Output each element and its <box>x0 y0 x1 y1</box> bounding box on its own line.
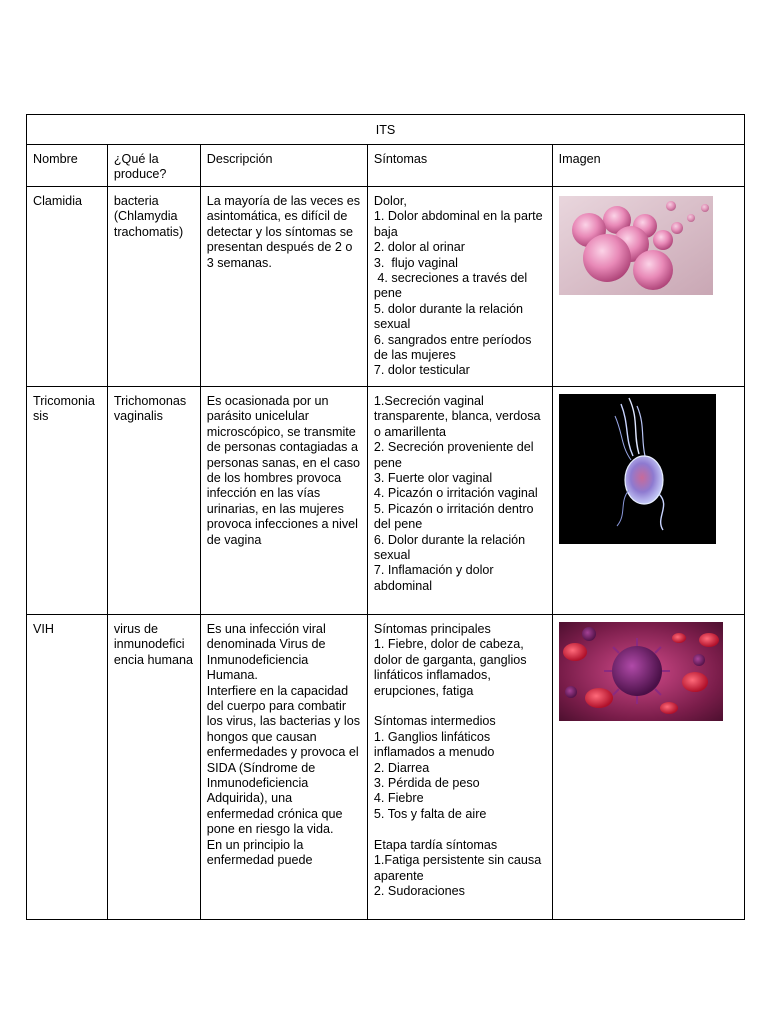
symptom-line: 5. Picazón o irritación dentro del pene <box>373 501 538 532</box>
header-imagen: Imagen <box>552 145 744 187</box>
symptom-line: Dolor, <box>373 194 407 208</box>
symptom-line: Etapa tardía síntomas <box>373 837 498 852</box>
header-descripcion: Descripción <box>200 145 367 187</box>
cell-produce: Trichomonas vaginalis <box>107 387 200 615</box>
cell-descripcion: Es una infección viral denominada Virus de Inmunodeficiencia Humana. Interfiere en la capacidad del cuerpo para combatir los virus, las bacterias y los hongos que causan enfermedades y provoca el SIDA (Síndrome de Inmunodeficiencia Adquirida), una enfermedad crónica que pone en riesgo la vida. En un principio la enfermedad puede <box>200 615 367 920</box>
symptom-line: 2. Diarrea <box>373 760 430 775</box>
symptom-line: 1. Fiebre, dolor de cabeza, dolor de garganta, ganglios linfáticos inflamados, erupciones, fatiga <box>373 637 531 698</box>
symptom-line: 2. Secreción proveniente del pene <box>373 440 538 470</box>
cell-imagen <box>552 387 744 615</box>
symptom-line: 6. sangrados entre períodos de las mujeres <box>373 332 535 363</box>
symptom-line: 7. Inflamación y dolor abdominal <box>373 563 498 593</box>
symptom-line: 1. Dolor abdominal en la parte baja <box>373 209 547 239</box>
symptom-line: 3. flujo vaginal <box>373 255 458 270</box>
table-row <box>27 615 745 920</box>
cell-sintomas <box>367 615 552 920</box>
cell-nombre: Tricomonia sis <box>27 387 108 615</box>
symptom-line <box>374 699 546 714</box>
symptom-line: 6. Dolor durante la relación sexual <box>373 532 529 563</box>
table-row <box>27 387 745 615</box>
cell-imagen <box>552 615 744 920</box>
symptom-line: 4. Fiebre <box>373 791 424 806</box>
hiv-virus-image <box>559 622 723 721</box>
symptom-line: 5. Tos y falta de aire <box>373 806 487 821</box>
symptom-line: 1.Secreción vaginal transparente, blanca, verdosa o amarillenta <box>373 394 545 439</box>
header-sintomas: Síntomas <box>367 145 552 187</box>
table-title: ITS <box>27 115 745 145</box>
symptom-line: 5. dolor durante la relación sexual <box>373 301 527 332</box>
symptom-line: 7. dolor testicular <box>373 363 470 378</box>
cell-produce: bacteria (Chlamydia trachomatis) <box>107 187 200 387</box>
trichomonas-parasite-image <box>559 394 716 544</box>
symptom-line: Síntomas principales <box>373 622 491 636</box>
header-row <box>27 145 745 187</box>
symptom-line: 3. Pérdida de peso <box>373 776 480 791</box>
symptom-line: Síntomas intermedios <box>373 714 496 729</box>
symptom-line: 2. dolor al orinar <box>373 240 465 255</box>
header-produce: ¿Qué la produce? <box>107 145 200 187</box>
cell-nombre: Clamidia <box>27 187 108 387</box>
chlamydia-bacteria-image <box>559 196 713 295</box>
cell-descripcion: La mayoría de las veces es asintomática, es difícil de detectar y los síntomas se presentan después de 2 o 3 semanas. <box>200 187 367 387</box>
symptom-line <box>374 822 546 837</box>
symptom-line: 2. Sudoraciones <box>373 883 465 898</box>
symptom-line: 1.Fatiga persistente sin causa aparente <box>373 853 545 883</box>
symptom-line: 1. Ganglios linfáticos inflamados a menudo <box>373 729 495 760</box>
cell-sintomas <box>367 387 552 615</box>
header-nombre: Nombre <box>27 145 108 187</box>
cell-nombre: VIH <box>27 615 108 920</box>
cell-sintomas <box>367 187 552 387</box>
cell-descripcion: Es ocasionada por un parásito unicelular microscópico, se transmite de personas contagiadas a personas sanas, en el caso de los hombres provoca infección en las vías urinarias, en las mujeres provoca infecciones a nivel de vagina <box>200 387 367 615</box>
symptom-line: 4. Picazón o irritación vaginal <box>373 486 538 501</box>
its-table <box>26 114 745 920</box>
cell-imagen <box>552 187 744 387</box>
cell-produce: virus de inmunodefici encia humana <box>107 615 200 920</box>
table-row <box>27 187 745 387</box>
symptom-line: 3. Fuerte olor vaginal <box>373 471 493 486</box>
symptom-line: 4. secreciones a través del pene <box>373 271 531 301</box>
